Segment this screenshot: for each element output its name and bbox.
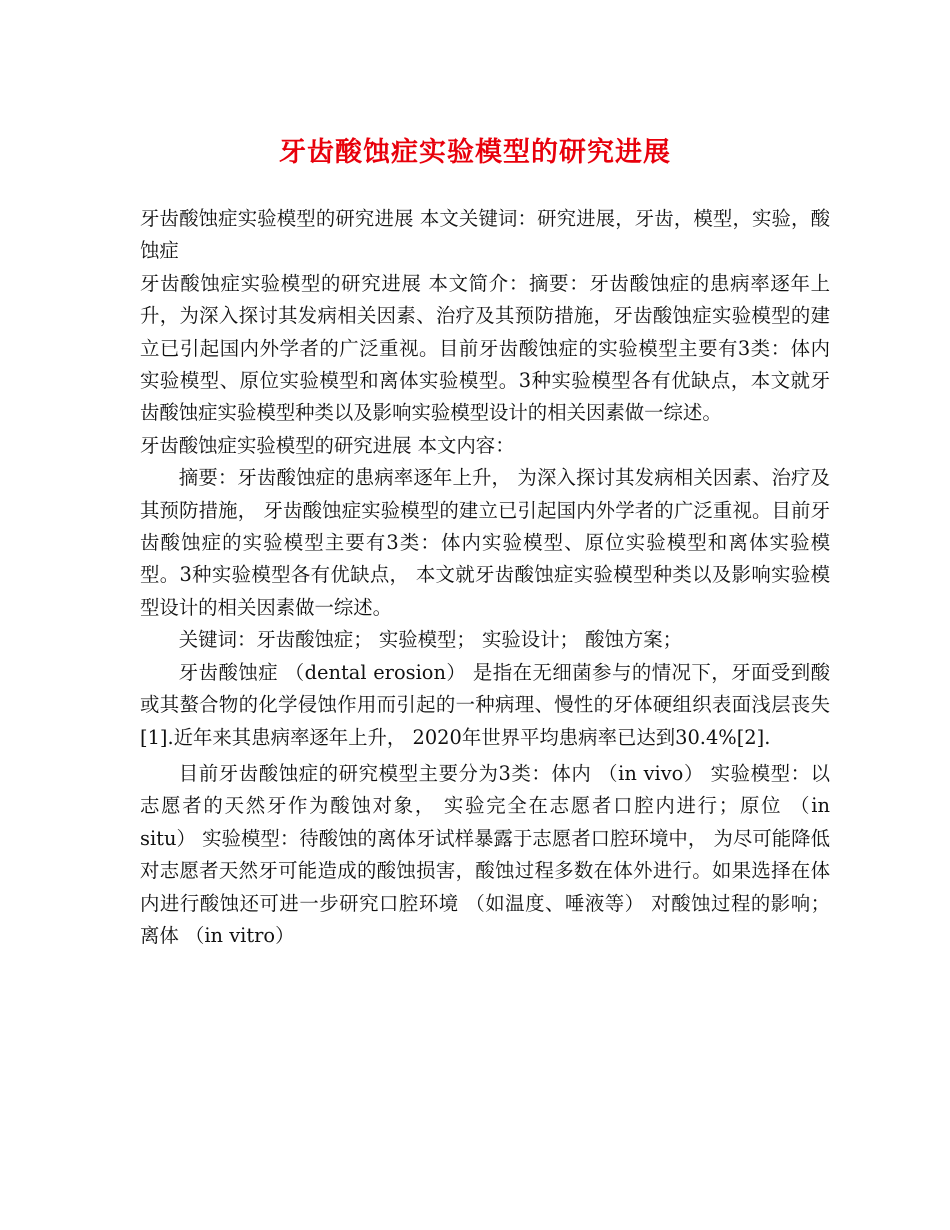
abstract-paragraph: 摘要：牙齿酸蚀症的患病率逐年上升， 为深入探讨其发病相关因素、治疗及其预防措施， 牙齿酸蚀症实验模型的建立已引起国内外学者的广泛重视。目前牙齿酸蚀症的实验模型主要有3类：体内实验模型、原位实验模型和离体实验模型。3种实验模型各有优缺点， 本文就牙齿酸蚀症实验模型种类以及影响实验模型设计的相关因素做一综述。	[140, 466, 830, 619]
document-title: 牙齿酸蚀症实验模型的研究进展	[279, 137, 671, 168]
definition-paragraph: 牙齿酸蚀症 （dental erosion） 是指在无细菌参与的情况下，牙面受到酸或其螯合物的化学侵蚀作用而引起的一种病理、慢性的牙体硬组织表面浅层丧失[1].近年来其患病率逐年上升， 2020年世界平均患病率已达到30.4%[2].	[140, 660, 830, 749]
document-body	[140, 203, 830, 952]
content-heading-paragraph: 牙齿酸蚀症实验模型的研究进展 本文内容：	[140, 433, 515, 457]
keywords-paragraph: 关键词：牙齿酸蚀症； 实验模型； 实验设计； 酸蚀方案；	[178, 628, 683, 652]
models-paragraph: 目前牙齿酸蚀症的研究模型主要分为3类：体内 （in vivo） 实验模型：以志愿者的天然牙作为酸蚀对象， 实验完全在志愿者口腔内进行；原位 （in situ） 实验模型：待酸蚀的离体牙试样暴露于志愿者口腔环境中， 为尽可能降低对志愿者天然牙可能造成的酸蚀损害，酸蚀过程多数在体外进行。如果选择在体内进行酸蚀还可进一步研究口腔环境 （如温度、唾液等） 对酸蚀过程的影响；离体 （in vitro）	[140, 761, 830, 947]
keywords-summary-paragraph: 牙齿酸蚀症实验模型的研究进展 本文关键词：研究进展，牙齿，模型，实验，酸蚀症	[140, 207, 830, 263]
introduction-paragraph: 牙齿酸蚀症实验模型的研究进展 本文简介：摘要：牙齿酸蚀症的患病率逐年上升，为深入探讨其发病相关因素、治疗及其预防措施，牙齿酸蚀症实验模型的建立已引起国内外学者的广泛重视。目前牙齿酸蚀症的实验模型主要有3类：体内实验模型、原位实验模型和离体实验模型。3种实验模型各有优缺点，本文就牙齿酸蚀症实验模型种类以及影响实验模型设计的相关因素做一综述。	[140, 271, 830, 425]
